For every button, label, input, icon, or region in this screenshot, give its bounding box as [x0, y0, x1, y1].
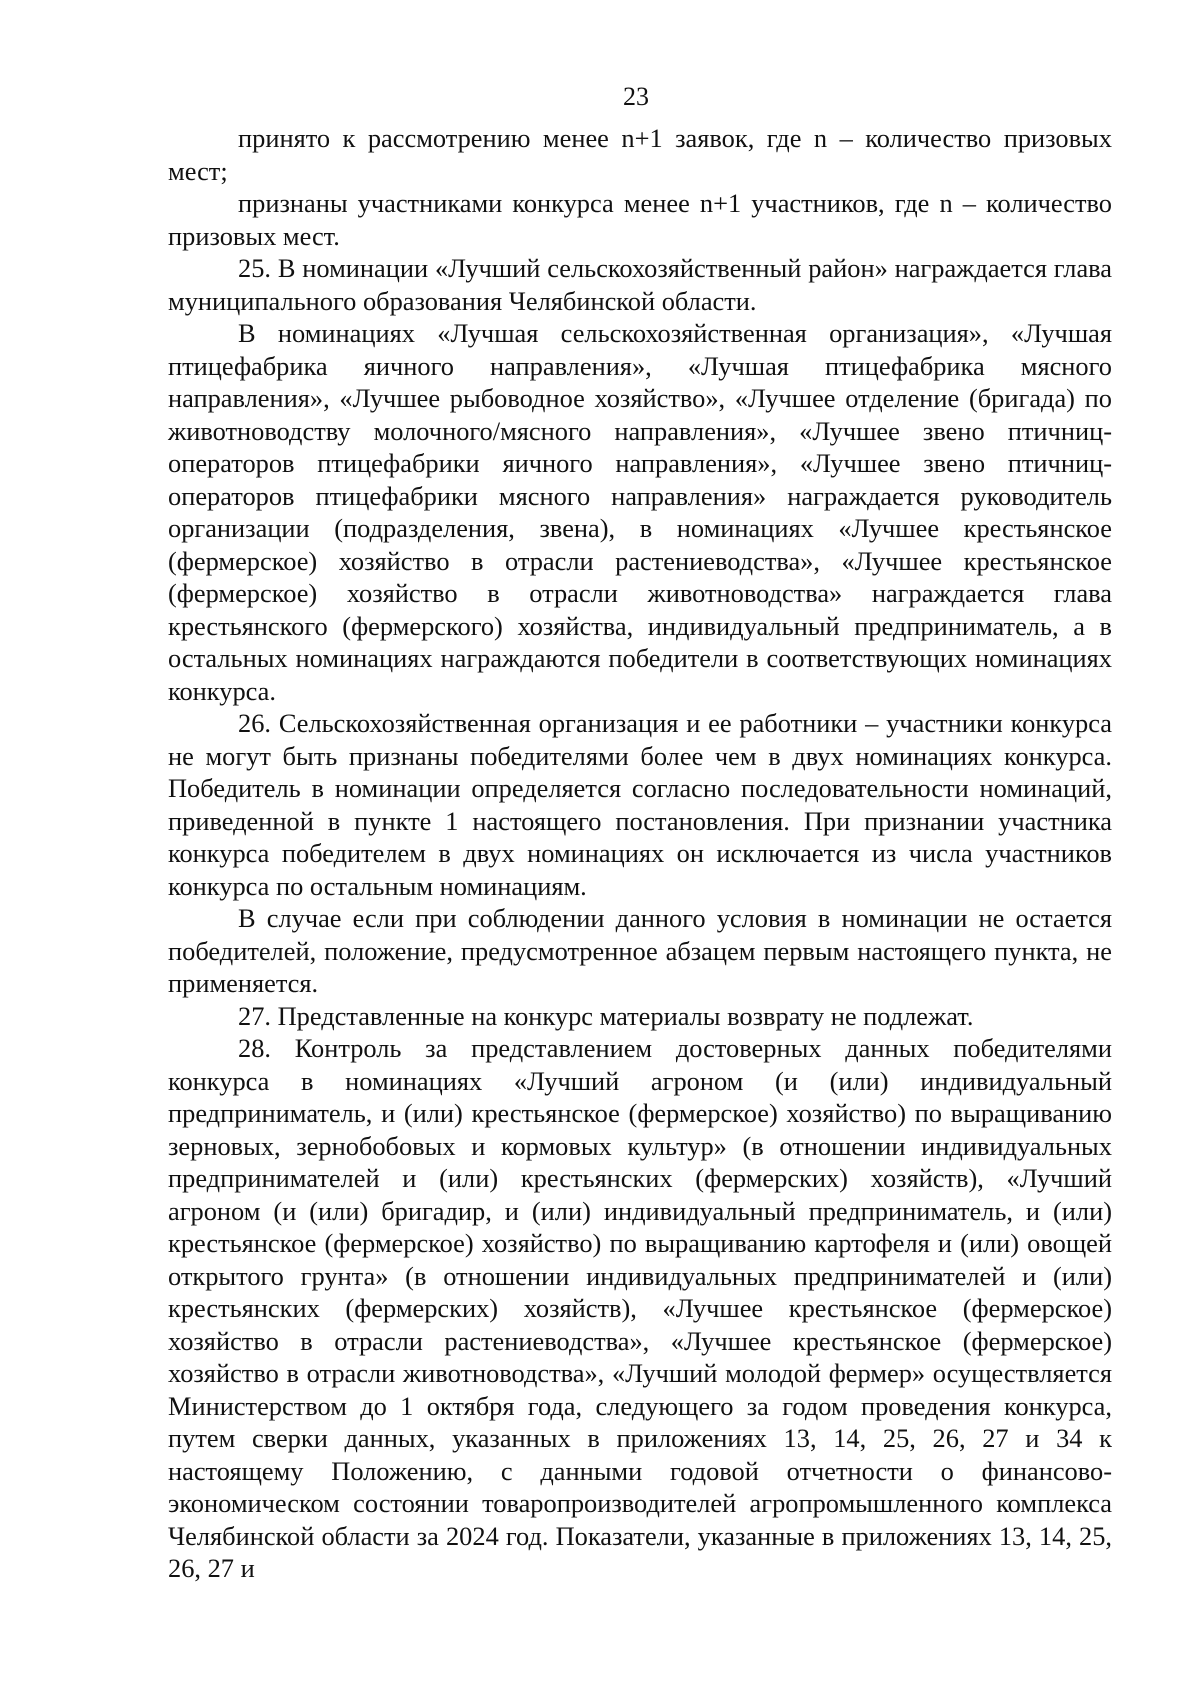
paragraph-item-less-applications: принято к рассмотрению менее n+1 заявок, где n – количество призовых мест;: [168, 123, 1112, 186]
paragraph-25: 25. В номинации «Лучший сельскохозяйственный район» награждается глава муниципального образования Челябинской области.: [168, 253, 1112, 316]
paragraph-item-less-participants: признаны участниками конкурса менее n+1 участников, где n – количество призовых мест.: [168, 188, 1112, 251]
paragraph-26-exception: В случае если при соблюдении данного условия в номинации не остается победителей, положение, предусмотренное абзацем первым настоящего пункта, не применяется.: [168, 903, 1112, 998]
paragraph-28: 28. Контроль за представлением достоверных данных победителями конкурса в номинациях «Лучший агроном (и (или) индивидуальный предприниматель, и (или) крестьянское (фермерское) хозяйство) по выращиванию зерновых, зернобобовых и кормовых культур» (в отношении индивидуальных предпринимателей и (или) крестьянских (фермерских) хозяйств), «Лучший агроном (и (или) бригадир, и (или) индивидуальный предприниматель, и (или) крестьянское (фермерское) хозяйство) по выращиванию картофеля и (или) овощей открытого грунта» (в отношении индивидуальных предпринимателей и (или) крестьянских (фермерских) хозяйств), «Лучшее крестьянское (фермерское) хозяйство в отрасли растениеводства», «Лучшее крестьянское (фермерское) хозяйство в отрасли животноводства», «Лучший молодой фермер» осуществляется Министерством до 1 октября года, следующего за годом проведения конкурса, путем сверки данных, указанных в приложениях 13, 14, 25, 26, 27 и 34 к настоящему Положению, с данными годовой отчетности о финансово-экономическом состоянии товаропроизводителей агропромышленного комплекса Челябинской области за 2024 год. Показатели, указанные в приложениях 13, 14, 25, 26, 27 и: [168, 1033, 1112, 1583]
paragraph-25-nominations: В номинациях «Лучшая сельскохозяйственная организация», «Лучшая птицефабрика яичного направления», «Лучшая птицефабрика мясного направления», «Лучшее рыбоводное хозяйство», «Лучшее отделение (бригада) по животноводству молочного/мясного направления», «Лучшее звено птичниц-операторов птицефабрики яичного направления», «Лучшее звено птичниц-операторов птицефабрики мясного направления» награждается руководитель организации (подразделения, звена), в номинациях «Лучшее крестьянское (фермерское) хозяйство в отрасли растениеводства», «Лучшее крестьянское (фермерское) хозяйство в отрасли животноводства» награждается глава крестьянского (фермерского) хозяйства, индивидуальный предприниматель, а в остальных номинациях награждаются победители в соответствующих номинациях конкурса.: [168, 318, 1112, 706]
paragraph-27: 27. Представленные на конкурс материалы возврату не подлежат.: [238, 1000, 974, 1031]
paragraph-26: 26. Сельскохозяйственная организация и ее работники – участники конкурса не могут быть признаны победителями более чем в двух номинациях конкурса. Победитель в номинации определяется согласно последовательности номинаций, приведенной в пункте 1 настоящего постановления. При признании участника конкурса победителем в двух номинациях он исключается из числа участников конкурса по остальным номинациям.: [168, 708, 1112, 901]
page-number: 23: [623, 82, 649, 111]
document-body: [168, 122, 1112, 1585]
